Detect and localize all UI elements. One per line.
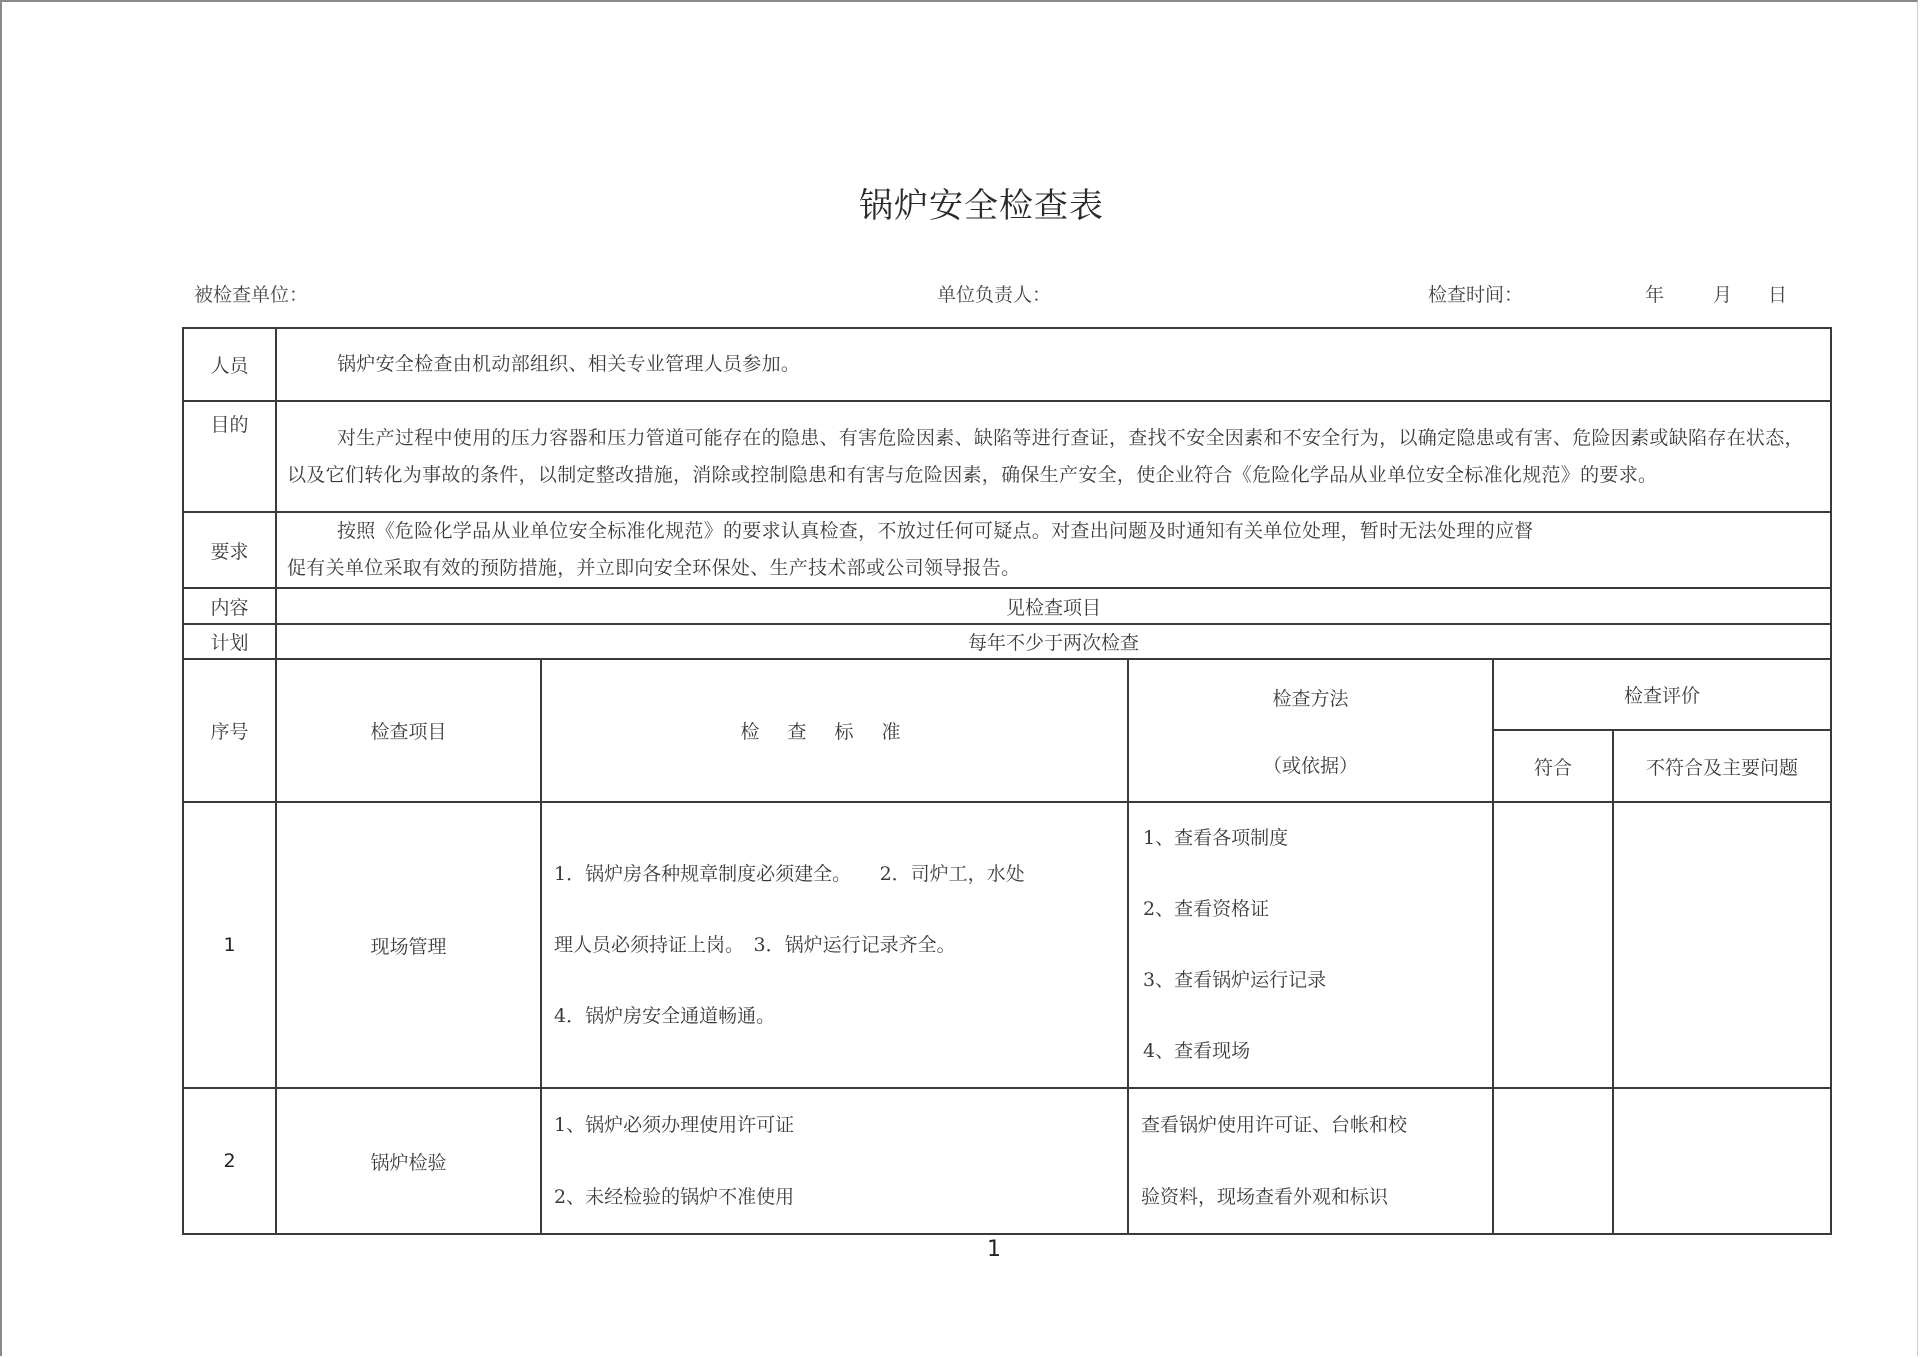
inspection-table	[182, 327, 1832, 1235]
header-method-line-2: （或依据）	[1262, 754, 1358, 777]
row-1-method-line: 1、查看各项制度	[1143, 827, 1289, 849]
row-1-method-line: 3、查看锅炉运行记录	[1143, 969, 1327, 991]
personnel-text: 锅炉安全检查由机动部组织、相关专业管理人员参加。	[276, 328, 1831, 401]
page-number: 1	[987, 1237, 1001, 1262]
requirement-label: 要求	[183, 512, 276, 588]
header-seq: 序号	[183, 659, 276, 802]
row-2-method	[1128, 1088, 1493, 1234]
header-row-1	[183, 659, 1831, 730]
row-2-method-line: 查看锅炉使用许可证、台帐和校	[1141, 1114, 1408, 1136]
row-1-method-line: 4、查看现场	[1143, 1040, 1251, 1062]
requirement-text	[276, 512, 1831, 588]
purpose-row	[183, 401, 1831, 512]
row-2-seq: 2	[183, 1088, 276, 1234]
row-2-nonconform	[1613, 1088, 1831, 1234]
table-row	[183, 802, 1831, 1088]
header-conform: 符合	[1493, 730, 1613, 802]
row-1-seq: 1	[183, 802, 276, 1088]
table-row	[183, 1088, 1831, 1234]
content-text: 见检查项目	[276, 588, 1831, 624]
row-1-nonconform	[1613, 802, 1831, 1088]
personnel-label: 人员	[183, 328, 276, 401]
header-evaluation: 检查评价	[1493, 659, 1831, 730]
header-nonconform: 不符合及主要问题	[1613, 730, 1831, 802]
row-2-conform	[1493, 1088, 1613, 1234]
row-2-standard-line: 1、锅炉必须办理使用许可证	[554, 1114, 795, 1136]
row-1-standard-line: 1．锅炉房各种规章制度必须建全。 2．司炉工，水处	[554, 862, 1025, 885]
page-title: 锅炉安全检查表	[859, 186, 1104, 226]
row-2-standard	[541, 1088, 1128, 1234]
header-method	[1128, 659, 1493, 802]
row-2-method-line: 验资料，现场查看外观和标识	[1141, 1186, 1389, 1208]
requirement-line-2: 促有关单位采取有效的预防措施，并立即向安全环保处、生产技术部或公司领导报告。	[287, 557, 1021, 579]
inspected-unit-label: 被检查单位：	[194, 284, 309, 306]
year-label: 年	[1645, 284, 1665, 306]
purpose-text: 对生产过程中使用的压力容器和压力管道可能存在的隐患、有害危险因素、缺陷等进行查证，查找不安全因素和不安全行为，以确定隐患或有害、危险因素或缺陷存在状态，以及它们转化为事故的条件，以制定整改措施，消除或控制隐患和有害与危险因素，确保生产安全，使企业符合《危险化学品从业单位安全标准化规范》的要求。	[276, 401, 1831, 512]
personnel-row	[183, 328, 1831, 401]
content-label: 内容	[183, 588, 276, 624]
plan-row	[183, 624, 1831, 659]
row-1-method-line: 2、查看资格证	[1143, 898, 1270, 920]
row-1-method	[1128, 802, 1493, 1088]
row-1-conform	[1493, 802, 1613, 1088]
inspection-time-label: 检查时间：	[1428, 284, 1524, 306]
requirement-line-1: 按照《危险化学品从业单位安全标准化规范》的要求认真检查，不放过任何可疑点。对查出问题及时通知有关单位处理，暂时无法处理的应督	[337, 520, 1534, 542]
plan-text: 每年不少于两次检查	[276, 624, 1831, 659]
day-label: 日	[1768, 284, 1788, 306]
purpose-label: 目的	[183, 401, 276, 512]
row-2-standard-line: 2、未经检验的锅炉不准使用	[554, 1186, 795, 1208]
row-1-standard-line: 理人员必须持证上岗。 3．锅炉运行记录齐全。	[554, 933, 956, 956]
row-2-item: 锅炉检验	[276, 1088, 541, 1234]
header-item: 检查项目	[276, 659, 541, 802]
content-row	[183, 588, 1831, 624]
month-label: 月	[1713, 284, 1733, 306]
row-1-item: 现场管理	[276, 802, 541, 1088]
header-method-line-1: 检查方法	[1272, 687, 1349, 710]
plan-label: 计划	[183, 624, 276, 659]
header-standard: 检查标准	[541, 659, 1128, 802]
unit-responsible-label: 单位负责人：	[937, 284, 1052, 306]
row-1-standard-line: 4．锅炉房安全通道畅通。	[554, 1004, 776, 1027]
row-1-standard	[541, 802, 1128, 1088]
requirement-row	[183, 512, 1831, 588]
